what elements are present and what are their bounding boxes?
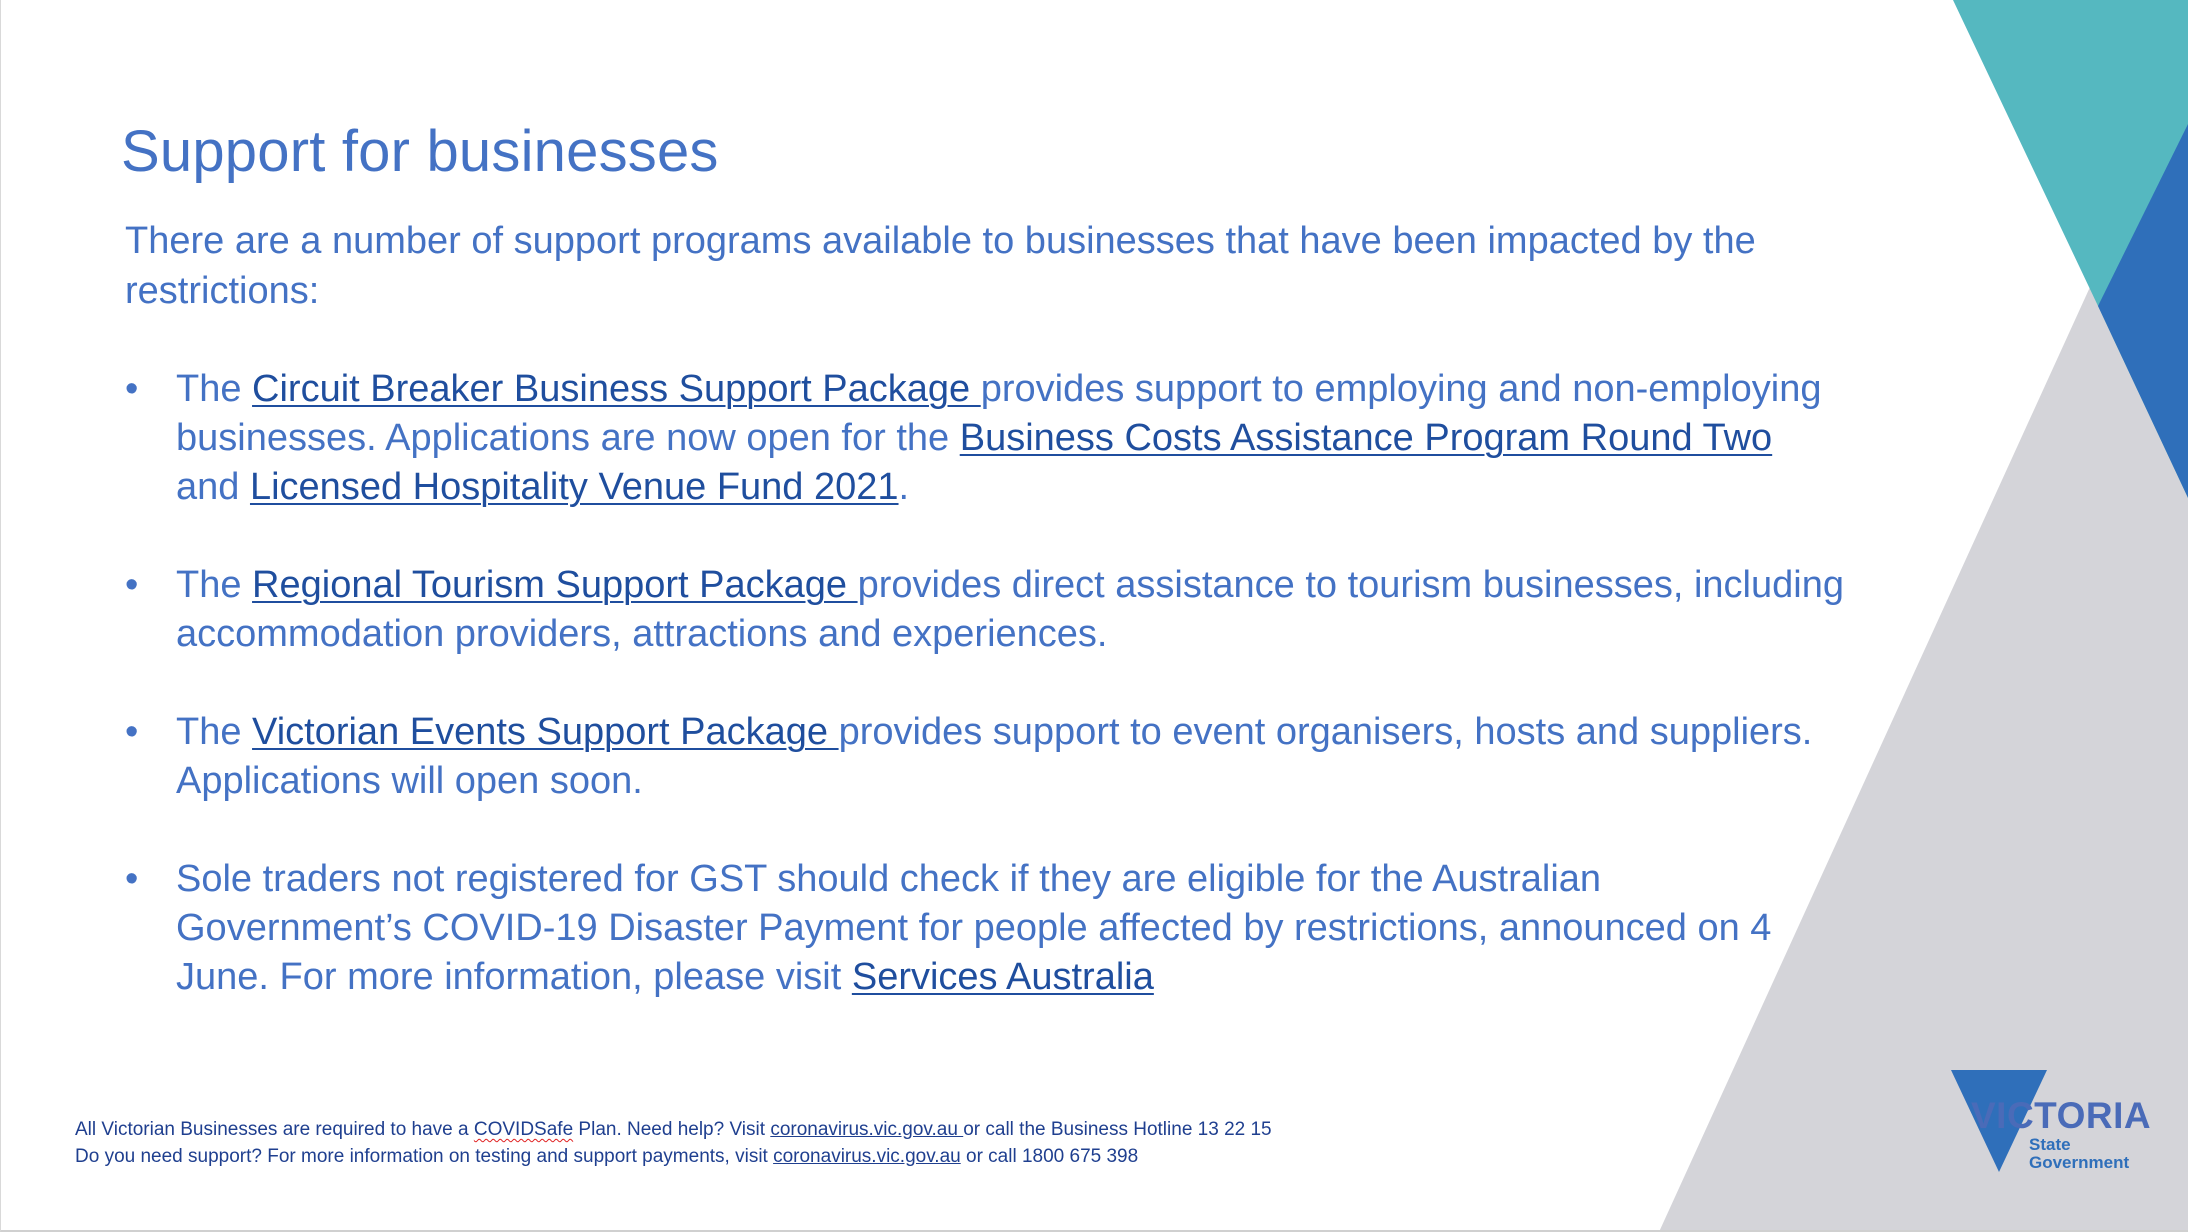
footer-text: All Victorian Businesses are required to have a <box>75 1119 474 1140</box>
footer-line-1 <box>75 1116 1575 1143</box>
list-item <box>125 855 1845 1002</box>
business-costs-link[interactable]: Business Costs Assistance Program Round Two <box>959 417 1773 459</box>
coronavirus-link-2[interactable]: coronavirus.vic.gov.au <box>773 1146 961 1167</box>
footer-text: Do you need support? For more information on testing and support payments, visit <box>75 1146 774 1167</box>
bullet-dot: • <box>125 368 139 410</box>
bullet-text: provides support to employing and non-employing businesses. Applications are now open for the <box>176 368 1822 459</box>
regional-tourism-link[interactable]: Regional Tourism Support Package <box>252 564 858 606</box>
footer-line-2 <box>75 1143 1575 1170</box>
bullet-dot: • <box>125 858 139 900</box>
footer-text: or call the Business Hotline 13 22 15 <box>963 1119 1272 1140</box>
bullet-text: The <box>176 564 253 606</box>
footer <box>75 1116 1575 1170</box>
list-item <box>125 561 1845 659</box>
coronavirus-link[interactable]: coronavirus.vic.gov.au <box>770 1119 964 1140</box>
bullet-text: and <box>176 466 250 508</box>
logo-name: VICTORIA <box>1971 1095 2152 1136</box>
footer-text: Plan. Need help? Visit <box>573 1119 771 1140</box>
intro-text: There are a number of support programs available to businesses that have been impacted by the restrictions: <box>125 220 1756 312</box>
footer-text: or call 1800 675 398 <box>960 1146 1139 1167</box>
bullet-text: provides support to event organisers, hosts and suppliers. Applications will open soon. <box>176 711 1813 802</box>
victoria-logo <box>1971 1096 2151 1172</box>
list-item <box>125 708 1845 806</box>
bullet-text: The <box>176 368 253 410</box>
support-list <box>125 365 1845 1051</box>
spellcheck-word: COVIDSafe <box>473 1119 574 1140</box>
bullet-text: The <box>176 711 253 753</box>
services-australia-link[interactable]: Services Australia <box>851 956 1154 998</box>
bullet-text: . <box>898 466 910 508</box>
logo-line-2: State <box>2029 1135 2071 1154</box>
circuit-breaker-link[interactable]: Circuit Breaker Business Support Package <box>252 368 981 410</box>
bullet-text: provides direct assistance to tourism businesses, including accommodation providers, attractions and experiences. <box>176 564 1844 655</box>
bullet-dot: • <box>125 711 139 753</box>
bullet-text: Sole traders not registered for GST should check if they are eligible for the Australian Government’s COVID-19 Disaster Payment for people affected by restrictions, announced on 4 June. For more information, please visit <box>176 858 1772 998</box>
bullet-dot: • <box>125 564 139 606</box>
events-support-link[interactable]: Victorian Events Support Package <box>252 711 839 753</box>
page-title: Support for businesses <box>121 119 719 184</box>
list-item <box>125 365 1845 512</box>
logo-line-3: Government <box>2029 1153 2130 1172</box>
hospitality-fund-link[interactable]: Licensed Hospitality Venue Fund 2021 <box>249 466 899 508</box>
